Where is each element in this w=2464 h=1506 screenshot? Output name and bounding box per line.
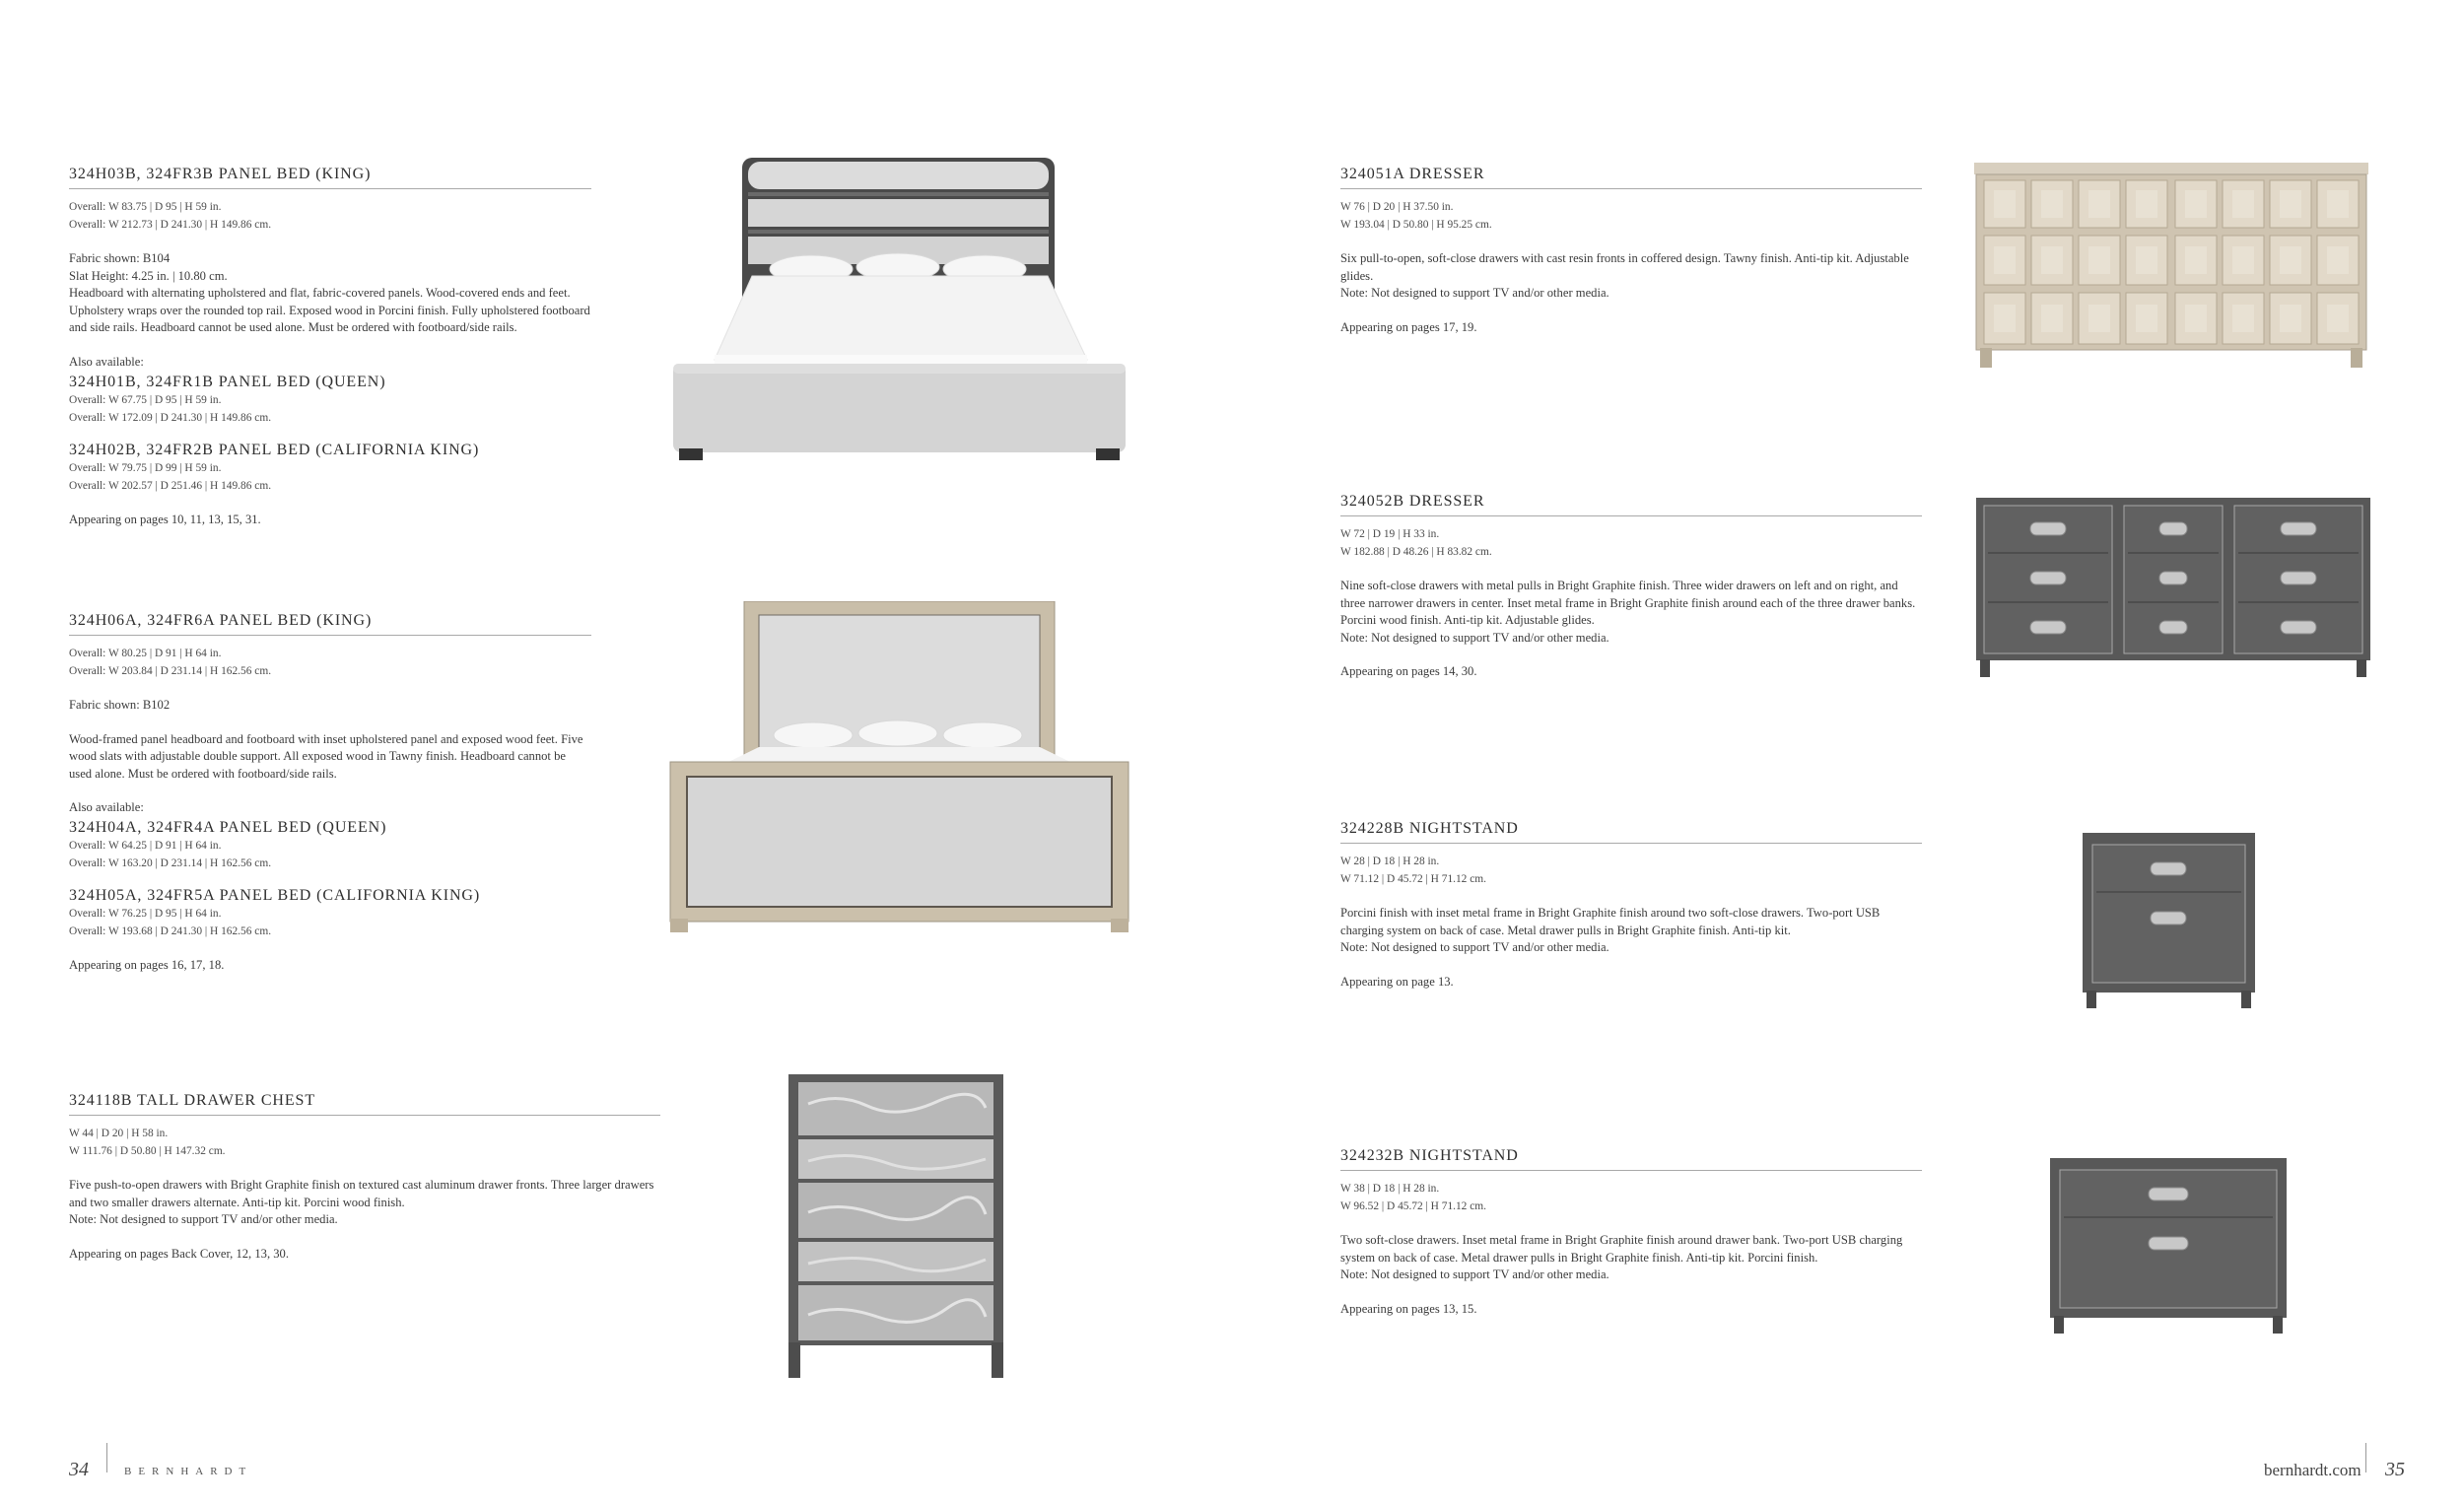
product-entry-panel-bed-king-324h06a [69,612,591,975]
variant-dimensions-cm: Overall: W 172.09 | D 241.30 | H 149.86 cm. [69,411,272,424]
appearing-on-pages: Appearing on pages 17, 19. [1340,319,1477,334]
variant-dimensions-cm: Overall: W 202.57 | D 251.46 | H 149.86 cm. [69,479,272,492]
product-title: 324H03B, 324FR3B PANEL BED (KING) [69,166,591,189]
brand-wordmark: BERNHARDT [124,1466,253,1477]
media-note: Note: Not designed to support TV and/or other media. [1340,286,1609,301]
fabric-shown: Fabric shown: B102 [69,698,171,712]
variant-dimensions-in: Overall: W 76.25 | D 95 | H 64 in. [69,907,222,920]
website-link[interactable]: bernhardt.com [2264,1461,2361,1479]
product-description: Five push-to-open drawers with Bright Graphite finish on textured cast aluminum drawer fronts. Three larger drawers and two smaller drawers alternate. Anti-tip kit. Porcini wood finish. [69,1178,654,1209]
right-footer-divider [2365,1443,2366,1472]
product-title: 324H06A, 324FR6A PANEL BED (KING) [69,612,591,636]
product-entry-nightstand-324232b [1340,1147,1922,1318]
dimensions-in: W 38 | D 18 | H 28 in. [1340,1183,1440,1195]
variant-dimensions-in: Overall: W 64.25 | D 91 | H 64 in. [69,839,222,852]
variant-dimensions-in: Overall: W 79.75 | D 99 | H 59 in. [69,461,222,474]
dimensions-cm: W 96.52 | D 45.72 | H 71.12 cm. [1340,1200,1486,1212]
variant-dimensions-cm: Overall: W 163.20 | D 231.14 | H 162.56 cm. [69,856,272,869]
product-description: Porcini finish with inset metal frame in Bright Graphite finish around two soft-close drawers. Two-port USB charging system on back of case. Metal drawer pulls in Bright Graphite finish. Anti-tip kit. [1340,906,1881,937]
product-title: 324051A DRESSER [1340,166,1922,189]
left-footer-divider [106,1443,107,1472]
product-description: Headboard with alternating upholstered and flat, fabric-covered panels. Wood-covered ends and feet. Upholstery wraps over the rounded top rail. Exposed wood in Porcini finish. Fully upholstered footboard and side rails. Headboard cannot be used alone. Must be ordered with footboard/side rails. [69,286,590,335]
small-nightstand-illustration [2083,833,2255,1010]
appearing-on-pages: Appearing on page 13. [1340,974,1454,989]
media-note: Note: Not designed to support TV and/or other media. [69,1212,338,1227]
dimensions-in: Overall: W 83.75 | D 95 | H 59 in. [69,201,222,213]
product-title: 324232B NIGHTSTAND [1340,1147,1922,1171]
product-title: 324228B NIGHTSTAND [1340,820,1922,844]
wide-nightstand-illustration [2050,1158,2287,1335]
also-available-label: Also available: [69,354,144,369]
appearing-on-pages: Appearing on pages 10, 11, 13, 15, 31. [69,512,261,526]
fabric-shown: Fabric shown: B104 [69,251,171,265]
right-page-number: 35 [2385,1459,2405,1480]
dimensions-cm: W 71.12 | D 45.72 | H 71.12 cm. [1340,873,1486,885]
dimensions-cm: Overall: W 203.84 | D 231.14 | H 162.56 cm. [69,665,272,677]
variant-dimensions-in: Overall: W 67.75 | D 95 | H 59 in. [69,393,222,406]
product-description: Wood-framed panel headboard and footboard with inset upholstered panel and exposed wood feet. Five wood slats with adjustable double support. All exposed wood in Tawny finish. Headboard cannot be used alone. Must be ordered with footboard/side rails. [69,731,583,781]
tall-drawer-chest-illustration [779,1074,1013,1380]
product-entry-tall-drawer-chest-324118b [69,1092,660,1263]
coffered-dresser-illustration [1974,163,2368,370]
product-title: 324052B DRESSER [1340,493,1922,516]
product-title: 324118B TALL DRAWER CHEST [69,1092,660,1116]
dimensions-in: W 76 | D 20 | H 37.50 in. [1340,201,1454,213]
nine-drawer-dresser-illustration [1976,498,2370,680]
dimensions-cm: Overall: W 212.73 | D 241.30 | H 149.86 cm. [69,219,272,231]
media-note: Note: Not designed to support TV and/or other media. [1340,940,1609,955]
product-description: Two soft-close drawers. Inset metal frame in Bright Graphite finish around drawer bank. Two-port USB charging system on back of case. Metal drawer pulls in Bright Graphite finish. Anti-tip kit. Porcini finish. [1340,1233,1903,1265]
also-available-label: Also available: [69,800,144,815]
appearing-on-pages: Appearing on pages 14, 30. [1340,664,1477,679]
dimensions-in: Overall: W 80.25 | D 91 | H 64 in. [69,648,222,659]
media-note: Note: Not designed to support TV and/or other media. [1340,1267,1609,1282]
appearing-on-pages: Appearing on pages 13, 15. [1340,1301,1477,1316]
product-entry-panel-bed-king-324h03b [69,166,591,528]
variant-title: 324H01B, 324FR1B PANEL BED (QUEEN) [69,373,386,390]
variant-title: 324H04A, 324FR4A PANEL BED (QUEEN) [69,818,387,836]
product-entry-nightstand-324228b [1340,820,1922,991]
product-entry-dresser-324052b [1340,493,1922,681]
slat-height: Slat Height: 4.25 in. | 10.80 cm. [69,268,228,283]
dimensions-in: W 44 | D 20 | H 58 in. [69,1128,169,1139]
dimensions-cm: W 111.76 | D 50.80 | H 147.32 cm. [69,1145,226,1157]
variant-title: 324H05A, 324FR5A PANEL BED (CALIFORNIA KING) [69,886,481,904]
appearing-on-pages: Appearing on pages Back Cover, 12, 13, 30. [69,1246,289,1261]
dimensions-cm: W 193.04 | D 50.80 | H 95.25 cm. [1340,219,1492,231]
wood-frame-panel-bed-illustration [665,601,1133,936]
upholstered-panel-bed-illustration [665,153,1133,468]
variant-dimensions-cm: Overall: W 193.68 | D 241.30 | H 162.56 cm. [69,924,272,937]
appearing-on-pages: Appearing on pages 16, 17, 18. [69,957,225,972]
dimensions-in: W 28 | D 18 | H 28 in. [1340,856,1440,867]
left-page-number: 34 [69,1459,89,1480]
product-description: Six pull-to-open, soft-close drawers with cast resin fronts in coffered design. Tawny finish. Anti-tip kit. Adjustable glides. [1340,251,1909,283]
media-note: Note: Not designed to support TV and/or other media. [1340,630,1609,645]
product-entry-dresser-324051a [1340,166,1922,336]
dimensions-in: W 72 | D 19 | H 33 in. [1340,528,1440,540]
variant-title: 324H02B, 324FR2B PANEL BED (CALIFORNIA KING) [69,441,480,458]
product-description: Nine soft-close drawers with metal pulls in Bright Graphite finish. Three wider drawers on left and on right, and three narrower drawers in center. Inset metal frame in Bright Graphite finish around each of the three drawer banks. Porcini wood finish. Anti-tip kit. Adjustable glides. [1340,579,1916,628]
dimensions-cm: W 182.88 | D 48.26 | H 83.82 cm. [1340,546,1492,558]
